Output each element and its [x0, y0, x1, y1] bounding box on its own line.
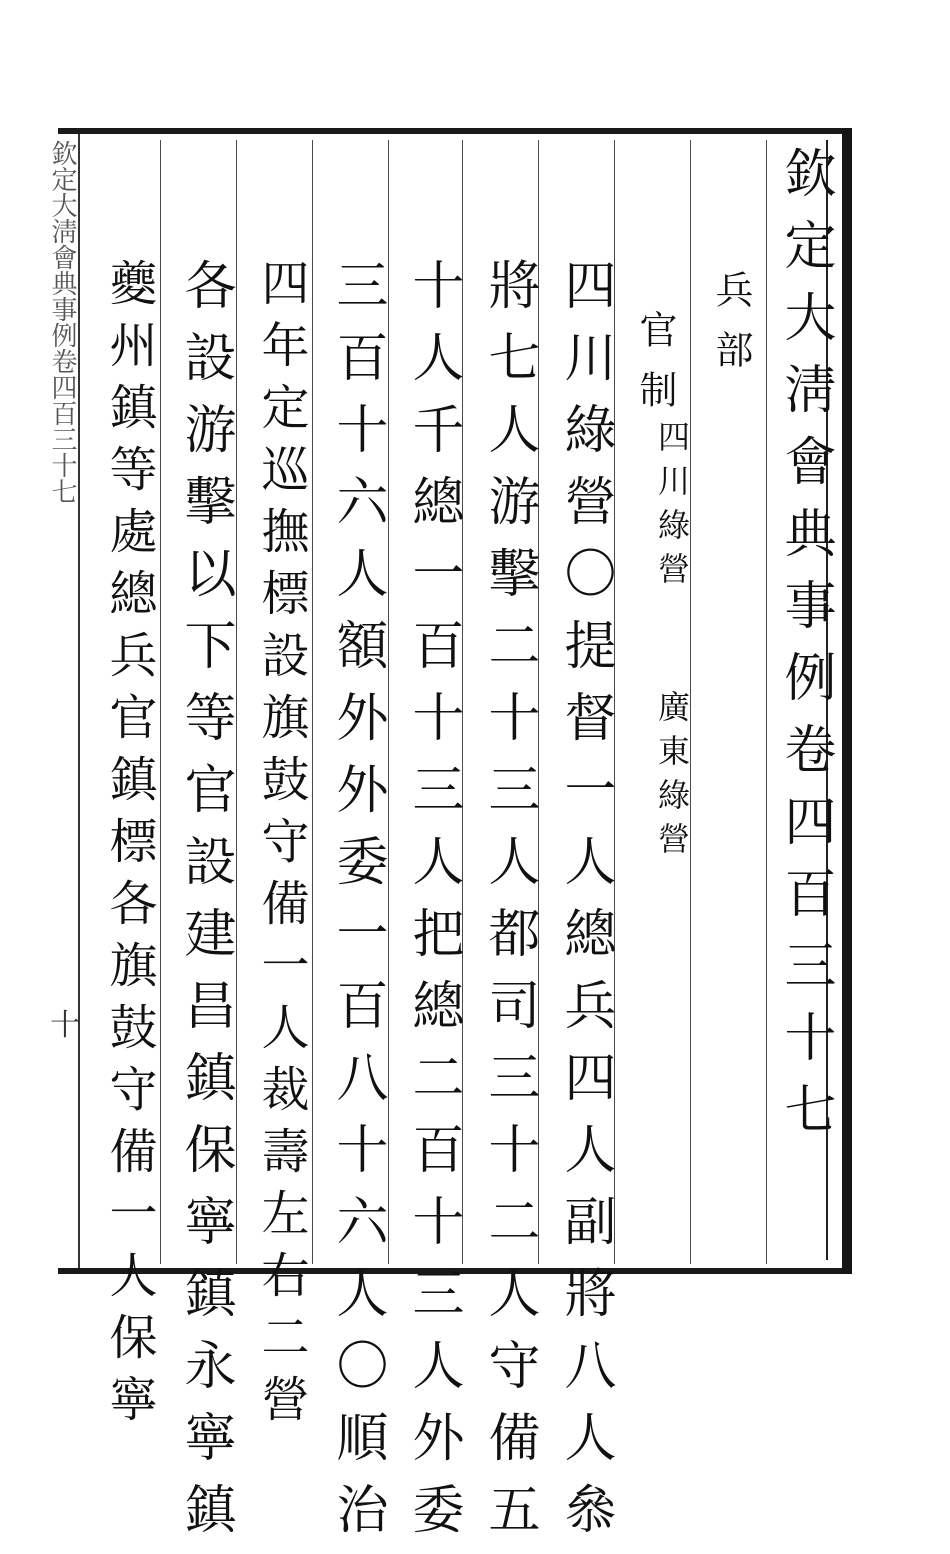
- text-column: 各設游擊以下等官設建昌鎮保寧鎮永寧鎮: [175, 258, 235, 1554]
- text-column: 四川綠營〇提督一人總兵四人副將八人叅: [555, 258, 615, 1554]
- text-column: 夔州鎮等處總兵官鎮標各旗鼓守備一人保寧: [101, 258, 157, 1436]
- frame-right-border: [842, 128, 852, 1274]
- text-column: 四年定巡撫標設旗鼓守備一人裁壽左右二營: [253, 258, 309, 1436]
- text-column: 三百十六人額外外委一百八十六人〇順治: [327, 258, 387, 1554]
- page-title: 欽定大淸會典事例卷四百三十七: [775, 146, 835, 1154]
- subsection-heading: 官制: [633, 310, 677, 430]
- column-rule: [766, 140, 767, 1264]
- folio-number: 十: [50, 1008, 80, 1043]
- margin-title: 欽定大淸會典事例卷四百三十七: [47, 140, 77, 504]
- entry-sichuan: 四川綠營: [653, 420, 691, 596]
- entry-guangdong: 廣東綠營: [653, 690, 691, 866]
- text-column: 十人千總一百十三人把總二百十三人外委: [403, 258, 463, 1554]
- text-column: 將七人游擊二十三人都司三十二人守備五: [479, 258, 539, 1554]
- section-heading: 兵部: [709, 270, 753, 390]
